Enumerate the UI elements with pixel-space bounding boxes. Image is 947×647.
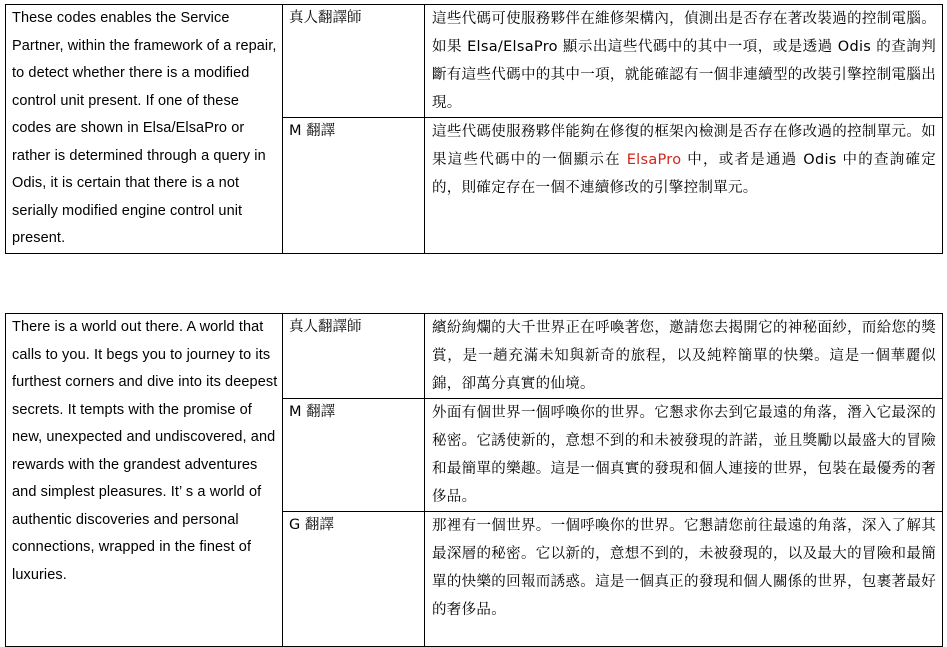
- row-label-cell: [283, 399, 425, 512]
- row-label-cell: [283, 5, 425, 118]
- row-label: 真人翻譯師: [289, 10, 362, 26]
- translation-cell: [425, 512, 943, 647]
- source-text-cell: [6, 5, 283, 254]
- translation-text: 繽紛絢爛的大千世界正在呼喚著您，邀請您去揭開它的神秘面紗，而給您的獎賞，是一趟充滿未知與新奇的旅程，以及純粹簡單的快樂。這是一個華麗似錦，卻萬分真實的仙境。: [432, 320, 936, 392]
- translation-text-part: 這些代碼使服務夥伴能夠在修復的框架內檢測是否存在修改過的控制單元。如果這些代碼中的一個顯示在: [432, 124, 936, 168]
- translation-text: 這些代碼可使服務夥伴在維修架構內，偵測出是否存在著改裝過的控制電腦。如果 Elsa/ElsaPro 顯示出這些代碼中的其中一項，或是透過 Odis 的查詢判斷有這些代碼中的其中一項，就能確認有一個非連續型的改裝引擎控制電腦出現。: [432, 11, 936, 111]
- row-label: M 翻譯: [289, 404, 336, 420]
- translation-text-part: 中，或者是通過 Odis 中的查詢確定的，則確定存在一個不連續修改的引擎控制單元。: [432, 152, 936, 196]
- translation-cell: [425, 118, 943, 254]
- table-row: [6, 5, 943, 118]
- translation-text: [432, 118, 936, 202]
- row-label-cell: [283, 118, 425, 254]
- translation-cell: [425, 5, 943, 118]
- translation-text: 那裡有一個世界。一個呼喚你的世界。它懇請您前往最遠的角落，深入了解其最深層的秘密。它以新的，意想不到的，未被發現的，以及最大的冒險和最簡單的快樂的回報而誘惑。這是一個真正的發現和個人關係的世界，包裹著最好的奢侈品。: [432, 518, 936, 618]
- row-label-cell: [283, 314, 425, 399]
- row-label: G 翻譯: [289, 517, 334, 533]
- row-label-cell: [283, 512, 425, 647]
- translation-cell: [425, 314, 943, 399]
- translation-text: 外面有個世界一個呼喚你的世界。它懇求你去到它最遠的角落，潛入它最深的秘密。它誘使新的，意想不到的和未被發現的許諾，並且獎勵以最盛大的冒險和最簡單的樂趣。這是一個真實的發現和個人連接的世界，包裝在最優秀的奢侈品。: [432, 405, 936, 505]
- row-label: 真人翻譯師: [289, 319, 362, 335]
- translation-cell: [425, 399, 943, 512]
- source-text: There is a world out there. A world that calls to you. It begs you to journey to its furthest corners and dive into its deepest secrets. It tempts with the promise of new, unexpected and undiscovered, and rewards with the grandest adventures and simplest pleasures. It’ s a world of authentic discoveries and personal connections, wrapped in the finest of luxuries.: [12, 319, 278, 583]
- source-text-cell: [6, 314, 283, 647]
- source-text: These codes enables the Service Partner, within the framework of a repair, to detect whether there is a modified control unit present. If one of these codes are shown in Elsa/ElsaPro or rather is determined through a query in Odis, it is certain that there is a not serially modified engine control unit present.: [12, 10, 277, 246]
- table-row: [6, 314, 943, 399]
- translation-table-1: [5, 4, 943, 254]
- highlighted-term: ElsaPro: [626, 152, 682, 168]
- row-label: M 翻譯: [289, 123, 336, 139]
- translation-table-2: [5, 313, 943, 647]
